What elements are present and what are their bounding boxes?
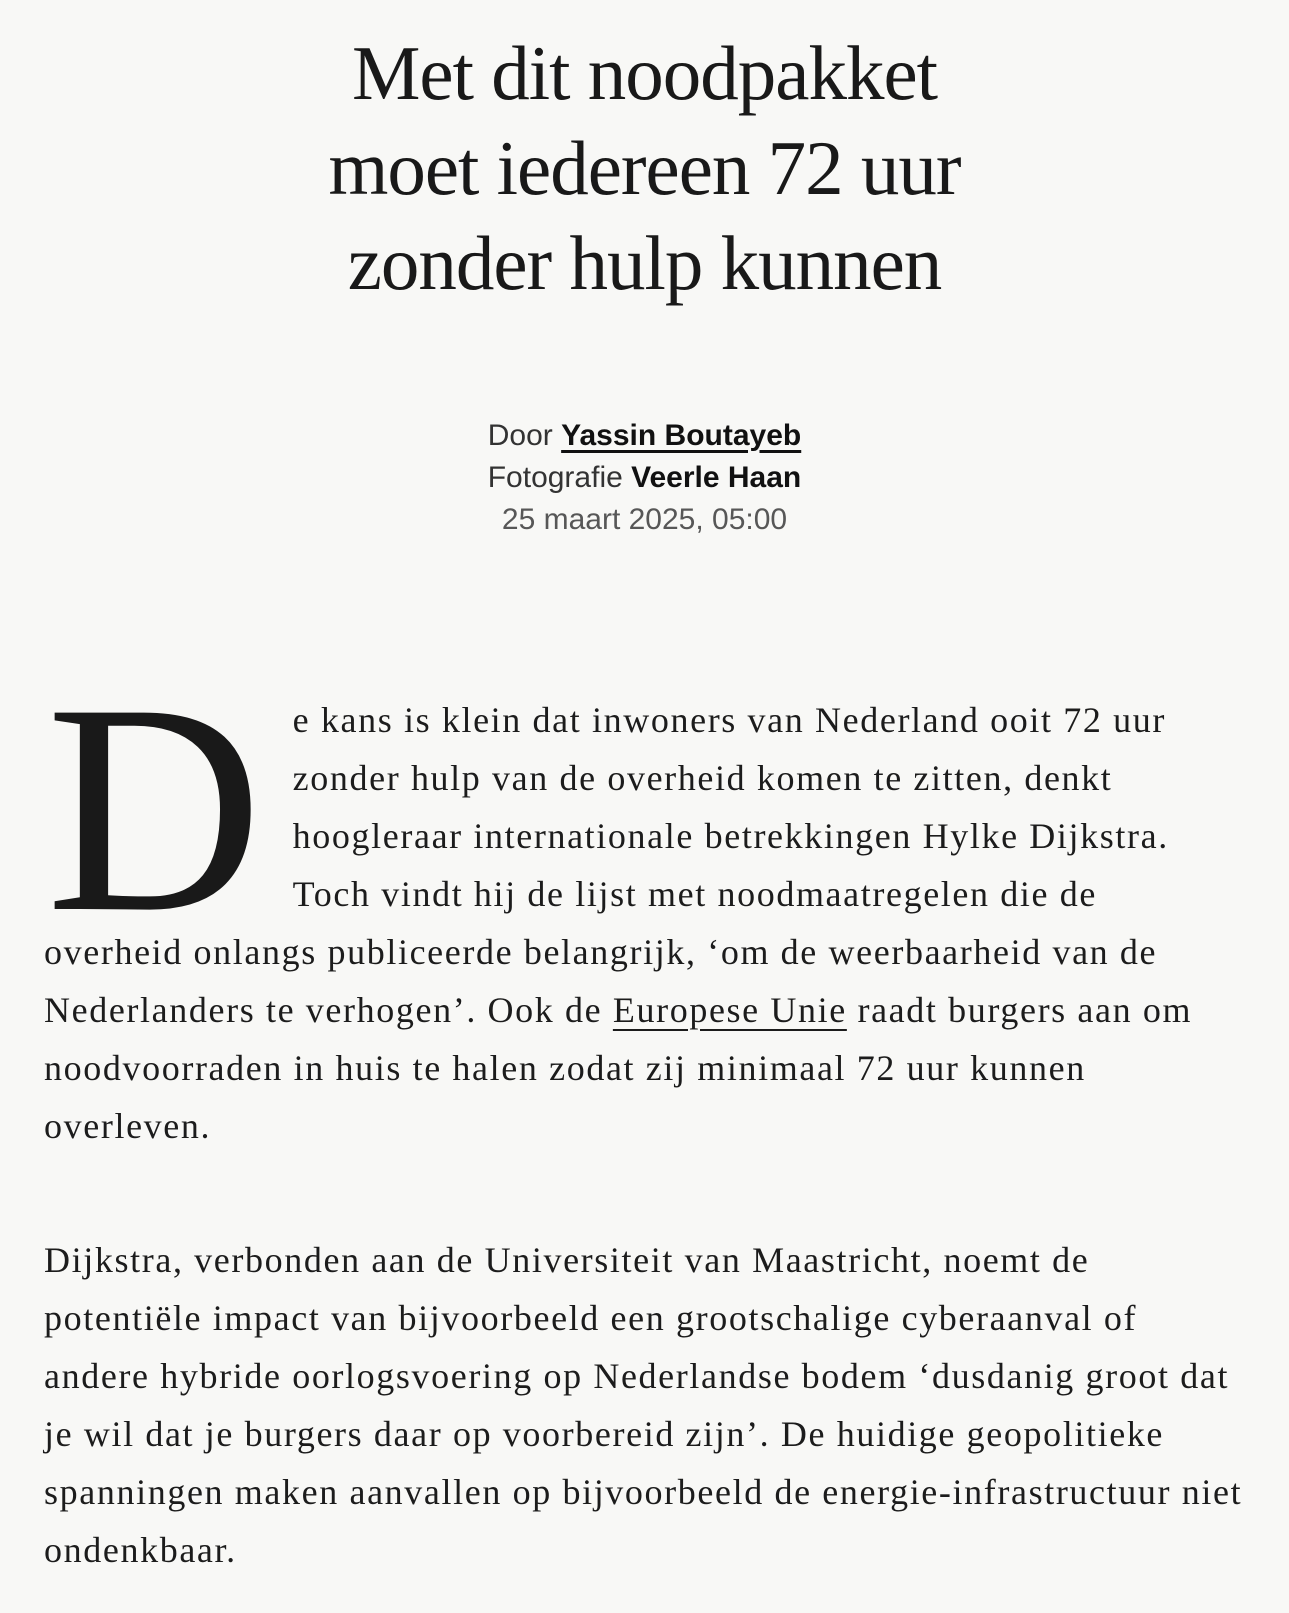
byline-author-row — [44, 415, 1245, 457]
dropcap: D — [46, 642, 263, 974]
paragraph-2: Dijkstra, verbonden aan de Universiteit van Maastricht, noemt de potentiële impact van bijvoorbeeld een grootschalige cyberaanval of andere hybride oorlogsvoering op Nederlandse bodem ‘dusdanig groot dat je wil dat je burgers daar op voorbereid zijn’. De huidige geopolitieke spanningen maken aanvallen op bijvoorbeeld de energie-infrastructuur niet ondenkbaar. — [44, 1240, 1243, 1570]
author-label: Door — [487, 419, 553, 452]
paragraph-1-text-end: raadt burgers aan om noodvoorraden in huis te halen zodat zij minimaal 72 uur kunnen overleven. — [44, 990, 1193, 1146]
author-link[interactable]: Yassin Boutayeb — [561, 419, 802, 452]
europese-unie-link[interactable]: Europese Unie — [612, 990, 847, 1030]
byline — [44, 415, 1245, 541]
page-title: Met dit noodpakket moet iedereen 72 uur zonder hulp kunnen — [328, 30, 961, 306]
article-body — [44, 642, 1245, 1579]
publish-date: 25 maart 2025, 05:00 — [501, 503, 788, 536]
byline-photo-row — [44, 457, 1245, 499]
photography-label: Fotografie — [487, 461, 623, 494]
photographer-name: Veerle Haan — [631, 461, 802, 494]
paragraph-1-text: e kans is klein dat inwoners van Nederland ooit 72 uur zonder hulp van de overheid komen te zitten, denkt hoogleraar internationale betrekkingen Hylke Dijkstra. Toch vindt hij de lijst met noodmaatregelen die de overheid onlangs publiceerde belangrijk, ‘om de weerbaarheid van de Nederlanders te verhogen’. Ook de — [44, 700, 1169, 1030]
paragraph-1 — [44, 642, 1245, 1155]
